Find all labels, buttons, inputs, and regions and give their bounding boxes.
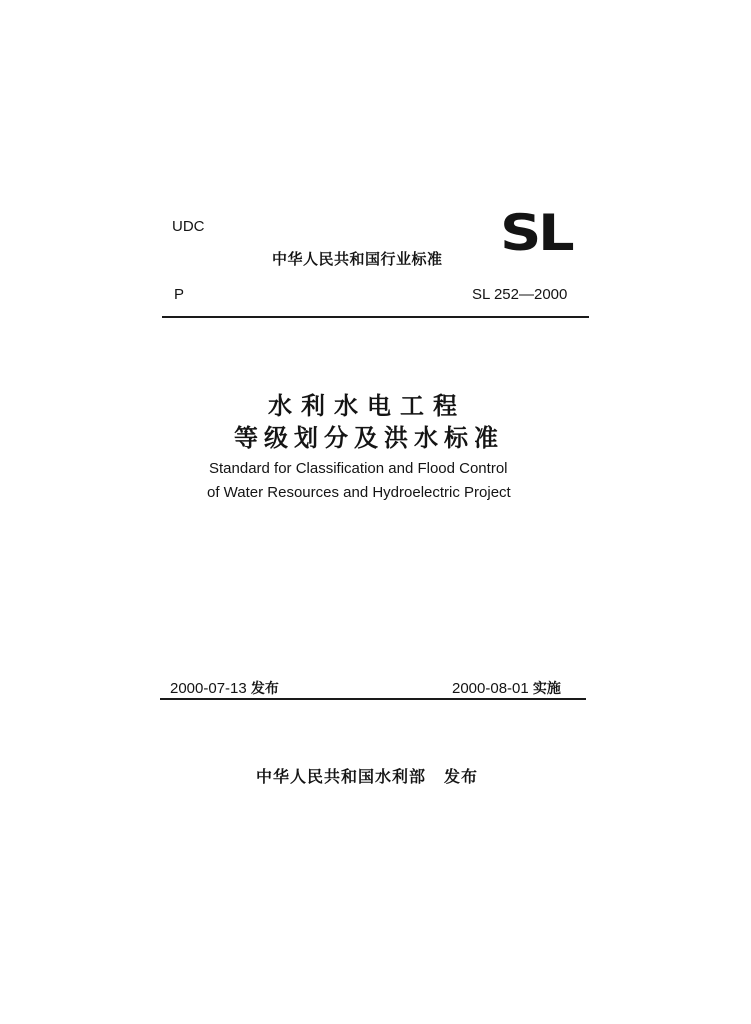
publisher-action: 发布 — [444, 767, 479, 786]
title-en-line1: Standard for Classification and Flood Control — [209, 460, 508, 477]
title-en-line2: of Water Resources and Hydroelectric Project — [207, 484, 511, 501]
industry-standard-title: 中华人民共和国行业标准 — [272, 250, 443, 268]
udc-label: UDC — [172, 218, 205, 235]
issue-label: 发布 — [250, 681, 279, 697]
title-zh-line1: 水利水电工程 — [268, 392, 466, 420]
effective-date: 2000-08-01 — [452, 680, 529, 697]
standard-number: SL 252—2000 — [472, 286, 568, 303]
title-zh-line2: 等级划分及洪水标准 — [234, 424, 504, 452]
dates-divider — [160, 698, 586, 700]
publisher-name: 中华人民共和国水利部 — [256, 767, 427, 786]
header-divider — [162, 316, 589, 318]
issue-date: 2000-07-13 — [170, 680, 247, 697]
sl-logo: SL — [500, 204, 572, 262]
classification-code: P — [174, 286, 185, 303]
publisher-line — [256, 764, 478, 787]
effective-label: 实施 — [532, 681, 561, 697]
effective-date-line — [452, 678, 561, 698]
issue-date-line — [170, 678, 279, 698]
